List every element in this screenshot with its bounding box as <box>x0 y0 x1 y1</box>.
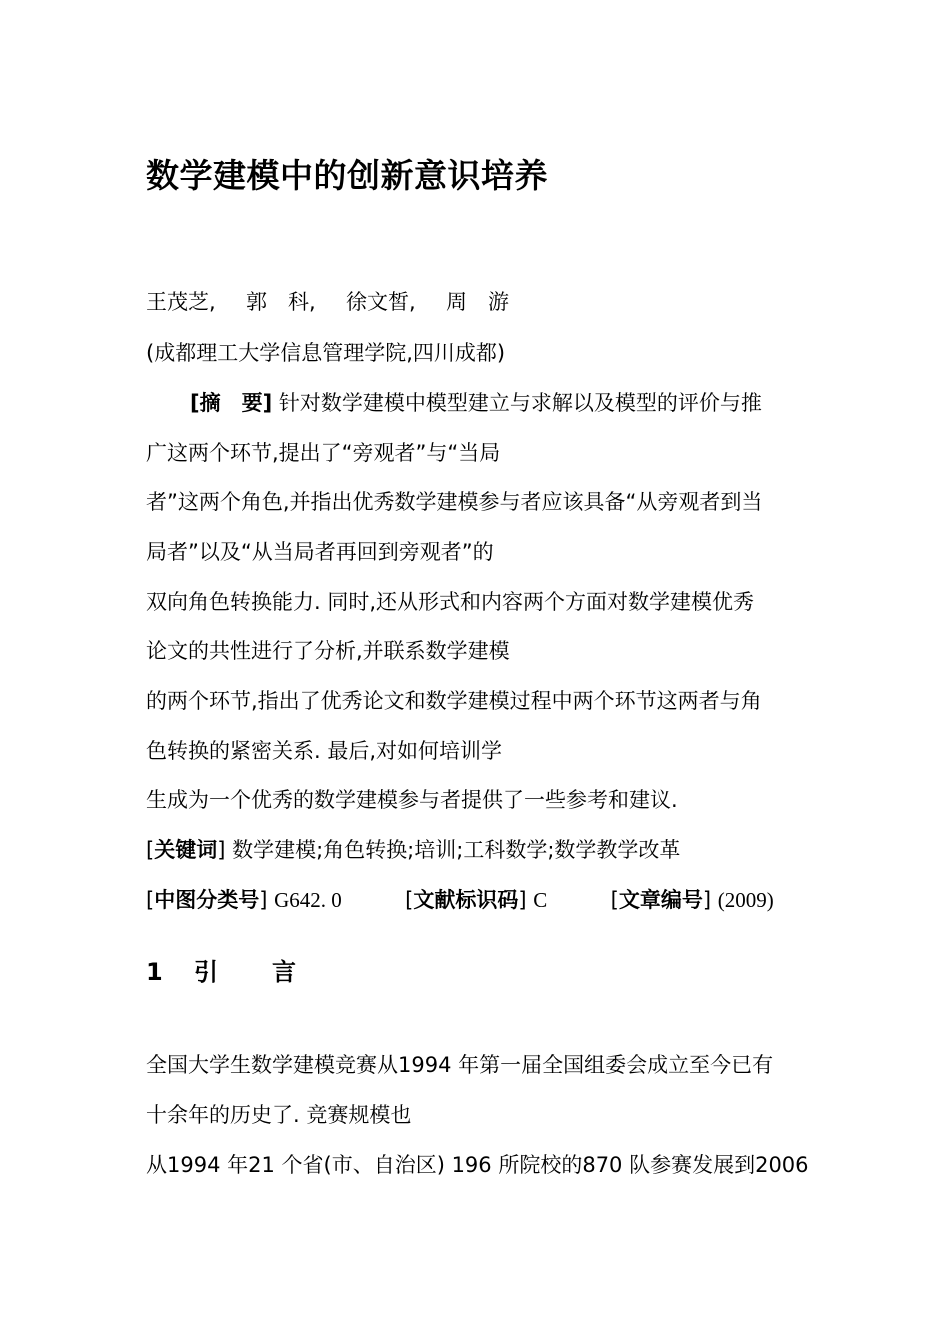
abstract-line: 的两个环节,指出了优秀论文和数学建模过程中两个环节这两者与角 <box>146 689 762 713</box>
doc-code-label: 文献标识码 <box>413 888 519 912</box>
section-title-char: 言 <box>272 958 296 986</box>
abstract-line: 生成为一个优秀的数学建模参与者提供了一些参考和建议. <box>146 788 678 812</box>
doc-code-value: C <box>533 888 548 912</box>
keywords-bracket-close: ] <box>217 838 226 862</box>
abstract-line: 论文的共性进行了分析,并联系数学建模 <box>146 639 510 663</box>
section-title-char: 引 <box>194 958 218 986</box>
section-number: 1 <box>146 958 163 986</box>
body-line: 从1994 年21 个省(市、自治区) 196 所院校的870 队参赛发展到2006 <box>146 1153 809 1177</box>
abstract-line: 者”这两个角色,并指出优秀数学建模参与者应该具备“从旁观者到当 <box>146 490 763 514</box>
abstract-line: 色转换的紧密关系. 最后,对如何培训学 <box>146 739 503 763</box>
keywords-line <box>146 835 680 865</box>
classification-line <box>146 885 774 915</box>
clc-open: [ <box>146 888 155 912</box>
abstract-line: 广这两个环节,提出了“旁观者”与“当局 <box>146 441 501 465</box>
article-no-open: [ <box>610 888 619 912</box>
keywords-bracket-open: [ <box>146 838 155 862</box>
author-name: 郭 科, <box>246 290 316 314</box>
doc-code-open: [ <box>405 888 414 912</box>
doc-code-close: ] <box>518 888 527 912</box>
keywords-text: 数学建模;角色转换;培训;工科数学;数学教学改革 <box>232 838 681 862</box>
article-no-value: (2009) <box>717 888 774 912</box>
abstract-line: 双向角色转换能力. 同时,还从形式和内容两个方面对数学建模优秀 <box>146 590 755 614</box>
clc-close: ] <box>259 888 268 912</box>
author-list <box>146 287 509 317</box>
paper-title: 数学建模中的创新意识培养 <box>146 156 548 195</box>
clc-value: G642. 0 <box>274 888 342 912</box>
author-name: 周 游 <box>446 290 509 314</box>
author-name: 王茂芝, <box>146 290 216 314</box>
body-line: 十余年的历史了. 竞赛规模也 <box>146 1103 412 1127</box>
body-line: 全国大学生数学建模竞赛从1994 年第一届全国组委会成立至今已有 <box>146 1053 774 1077</box>
abstract-line: 局者”以及“从当局者再回到旁观者”的 <box>146 540 494 564</box>
article-no-label: 文章编号 <box>618 888 703 912</box>
author-name: 徐文皙, <box>346 290 416 314</box>
clc-label: 中图分类号 <box>154 888 260 912</box>
abstract-label: [摘 要] <box>190 391 273 415</box>
keywords-label: 关键词 <box>154 838 218 862</box>
article-no-close: ] <box>702 888 712 912</box>
section-heading <box>146 956 296 988</box>
affiliation: (成都理工大学信息管理学院,四川成都) <box>146 341 506 365</box>
abstract-text: 针对数学建模中模型建立与求解以及模型的评价与推 <box>278 391 762 415</box>
abstract-line <box>190 388 762 418</box>
